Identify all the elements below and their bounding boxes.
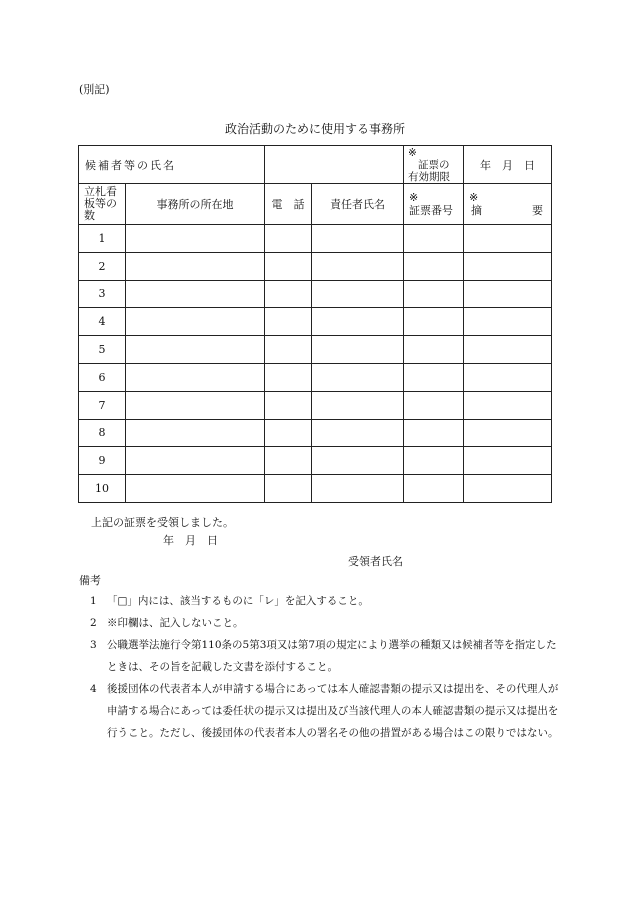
manager-cell[interactable] bbox=[312, 391, 404, 419]
row-number: 4 bbox=[79, 308, 126, 336]
summary-cell[interactable] bbox=[464, 308, 552, 336]
header-phone: 電 話 bbox=[265, 184, 312, 225]
manager-cell[interactable] bbox=[312, 225, 404, 253]
summary-cell[interactable] bbox=[464, 225, 552, 253]
manager-cell[interactable] bbox=[312, 419, 404, 447]
office-form-table bbox=[78, 145, 552, 503]
row-number: 6 bbox=[79, 363, 126, 391]
header-summary-char2: 要 bbox=[532, 204, 543, 217]
phone-cell[interactable] bbox=[265, 363, 312, 391]
manager-cell[interactable] bbox=[312, 447, 404, 475]
header-manager-name: 責任者氏名 bbox=[312, 184, 404, 225]
office-rows bbox=[79, 225, 552, 503]
remark-text: ※印欄は、記入しないこと。 bbox=[107, 617, 244, 629]
manager-cell[interactable] bbox=[312, 475, 404, 503]
table-row bbox=[79, 419, 552, 447]
row-number: 9 bbox=[79, 447, 126, 475]
cert-number-cell[interactable] bbox=[404, 391, 464, 419]
phone-cell[interactable] bbox=[265, 280, 312, 308]
validity-mark: ※ bbox=[408, 146, 417, 159]
candidate-name-label: 候補者等の氏名 bbox=[79, 146, 265, 184]
cert-number-cell[interactable] bbox=[404, 419, 464, 447]
address-cell[interactable] bbox=[126, 252, 265, 280]
header-summary-label bbox=[469, 204, 551, 217]
header-summary-char1: 摘 bbox=[471, 204, 482, 217]
manager-cell[interactable] bbox=[312, 308, 404, 336]
address-cell[interactable] bbox=[126, 419, 265, 447]
remarks-heading: 備考 bbox=[79, 574, 101, 587]
summary-cell[interactable] bbox=[464, 475, 552, 503]
header-office-address: 事務所の所在地 bbox=[126, 184, 265, 225]
header-cert-mark: ※ bbox=[409, 191, 419, 204]
header-cert-number bbox=[404, 184, 464, 225]
document-title: 政治活動のために使用する事務所 bbox=[224, 122, 405, 136]
phone-cell[interactable] bbox=[265, 308, 312, 336]
cert-number-cell[interactable] bbox=[404, 336, 464, 364]
table-row bbox=[79, 225, 552, 253]
remark-number: 1 bbox=[90, 595, 97, 607]
table-row bbox=[79, 447, 552, 475]
summary-cell[interactable] bbox=[464, 252, 552, 280]
summary-cell[interactable] bbox=[464, 336, 552, 364]
validity-label-line1: 証票の bbox=[418, 158, 450, 171]
summary-cell[interactable] bbox=[464, 419, 552, 447]
phone-cell[interactable] bbox=[265, 225, 312, 253]
remarks-list bbox=[90, 590, 560, 744]
row-number: 10 bbox=[79, 475, 126, 503]
header-sign-count bbox=[79, 184, 126, 225]
row-number: 1 bbox=[79, 225, 126, 253]
row-number: 5 bbox=[79, 336, 126, 364]
manager-cell[interactable] bbox=[312, 252, 404, 280]
remark-item bbox=[90, 612, 560, 634]
table-row bbox=[79, 280, 552, 308]
cert-number-cell[interactable] bbox=[404, 225, 464, 253]
address-cell[interactable] bbox=[126, 447, 265, 475]
address-cell[interactable] bbox=[126, 336, 265, 364]
summary-cell[interactable] bbox=[464, 280, 552, 308]
row-number: 7 bbox=[79, 391, 126, 419]
summary-cell[interactable] bbox=[464, 391, 552, 419]
remark-text: 公職選挙法施行令第110条の5第3項又は第7項の規定により選挙の種類又は候補者等を指定したときは、その旨を記載した文書を添付すること。 bbox=[107, 639, 557, 673]
remark-text: 後援団体の代表者本人が申請する場合にあっては本人確認書類の提示又は提出を、その代理人が申請する場合にあっては委任状の提示又は提出及び当該代理人の本人確認書類の提示又は提出を行うこと。ただし、後援団体の代表者本人の署名その他の措置がある場合はこの限りではない。 bbox=[107, 683, 559, 739]
cert-number-cell[interactable] bbox=[404, 363, 464, 391]
table-row bbox=[79, 391, 552, 419]
remark-text: 「□」内には、該当するものに「レ」を記入すること。 bbox=[107, 595, 369, 607]
table-row bbox=[79, 475, 552, 503]
phone-cell[interactable] bbox=[265, 419, 312, 447]
address-cell[interactable] bbox=[126, 225, 265, 253]
header-sign-count-line1: 立札看 bbox=[84, 185, 117, 198]
receipt-statement: 上記の証票を受領しました。 bbox=[91, 516, 234, 529]
summary-cell[interactable] bbox=[464, 447, 552, 475]
cert-number-cell[interactable] bbox=[404, 280, 464, 308]
address-cell[interactable] bbox=[126, 280, 265, 308]
remark-item bbox=[90, 590, 560, 612]
address-cell[interactable] bbox=[126, 308, 265, 336]
cert-number-cell[interactable] bbox=[404, 252, 464, 280]
cert-number-cell[interactable] bbox=[404, 447, 464, 475]
phone-cell[interactable] bbox=[265, 447, 312, 475]
candidate-name-row bbox=[79, 146, 552, 184]
manager-cell[interactable] bbox=[312, 280, 404, 308]
phone-cell[interactable] bbox=[265, 475, 312, 503]
phone-cell[interactable] bbox=[265, 391, 312, 419]
address-cell[interactable] bbox=[126, 391, 265, 419]
recipient-name-label: 受領者氏名 bbox=[348, 555, 403, 568]
table-row bbox=[79, 336, 552, 364]
remark-item bbox=[90, 634, 560, 678]
header-sign-count-line3: 数 bbox=[84, 209, 95, 222]
receipt-date: 年 月 日 bbox=[163, 534, 218, 547]
validity-label-cell bbox=[404, 146, 464, 184]
header-sign-count-line2: 板等の bbox=[84, 197, 117, 210]
row-number: 8 bbox=[79, 419, 126, 447]
address-cell[interactable] bbox=[126, 363, 265, 391]
summary-cell[interactable] bbox=[464, 363, 552, 391]
table-row bbox=[79, 363, 552, 391]
header-cert-label: 証票番号 bbox=[409, 204, 453, 217]
address-cell[interactable] bbox=[126, 475, 265, 503]
validity-date-field[interactable]: 年 月 日 bbox=[464, 146, 552, 184]
candidate-name-field[interactable] bbox=[265, 146, 404, 184]
phone-cell[interactable] bbox=[265, 336, 312, 364]
remark-number: 2 bbox=[90, 617, 97, 629]
table-row bbox=[79, 308, 552, 336]
manager-cell[interactable] bbox=[312, 363, 404, 391]
cert-number-cell[interactable] bbox=[404, 475, 464, 503]
header-summary-mark: ※ bbox=[469, 191, 479, 204]
remark-number: 4 bbox=[90, 683, 97, 695]
manager-cell[interactable] bbox=[312, 336, 404, 364]
header-summary bbox=[464, 184, 552, 225]
remark-item bbox=[90, 678, 560, 744]
column-header-row bbox=[79, 184, 552, 225]
table-row bbox=[79, 252, 552, 280]
validity-label-line2: 有効期限 bbox=[408, 170, 450, 183]
phone-cell[interactable] bbox=[265, 252, 312, 280]
row-number: 3 bbox=[79, 280, 126, 308]
row-number: 2 bbox=[79, 252, 126, 280]
remark-number: 3 bbox=[90, 639, 97, 651]
cert-number-cell[interactable] bbox=[404, 308, 464, 336]
annex-label: (別記) bbox=[79, 83, 110, 96]
